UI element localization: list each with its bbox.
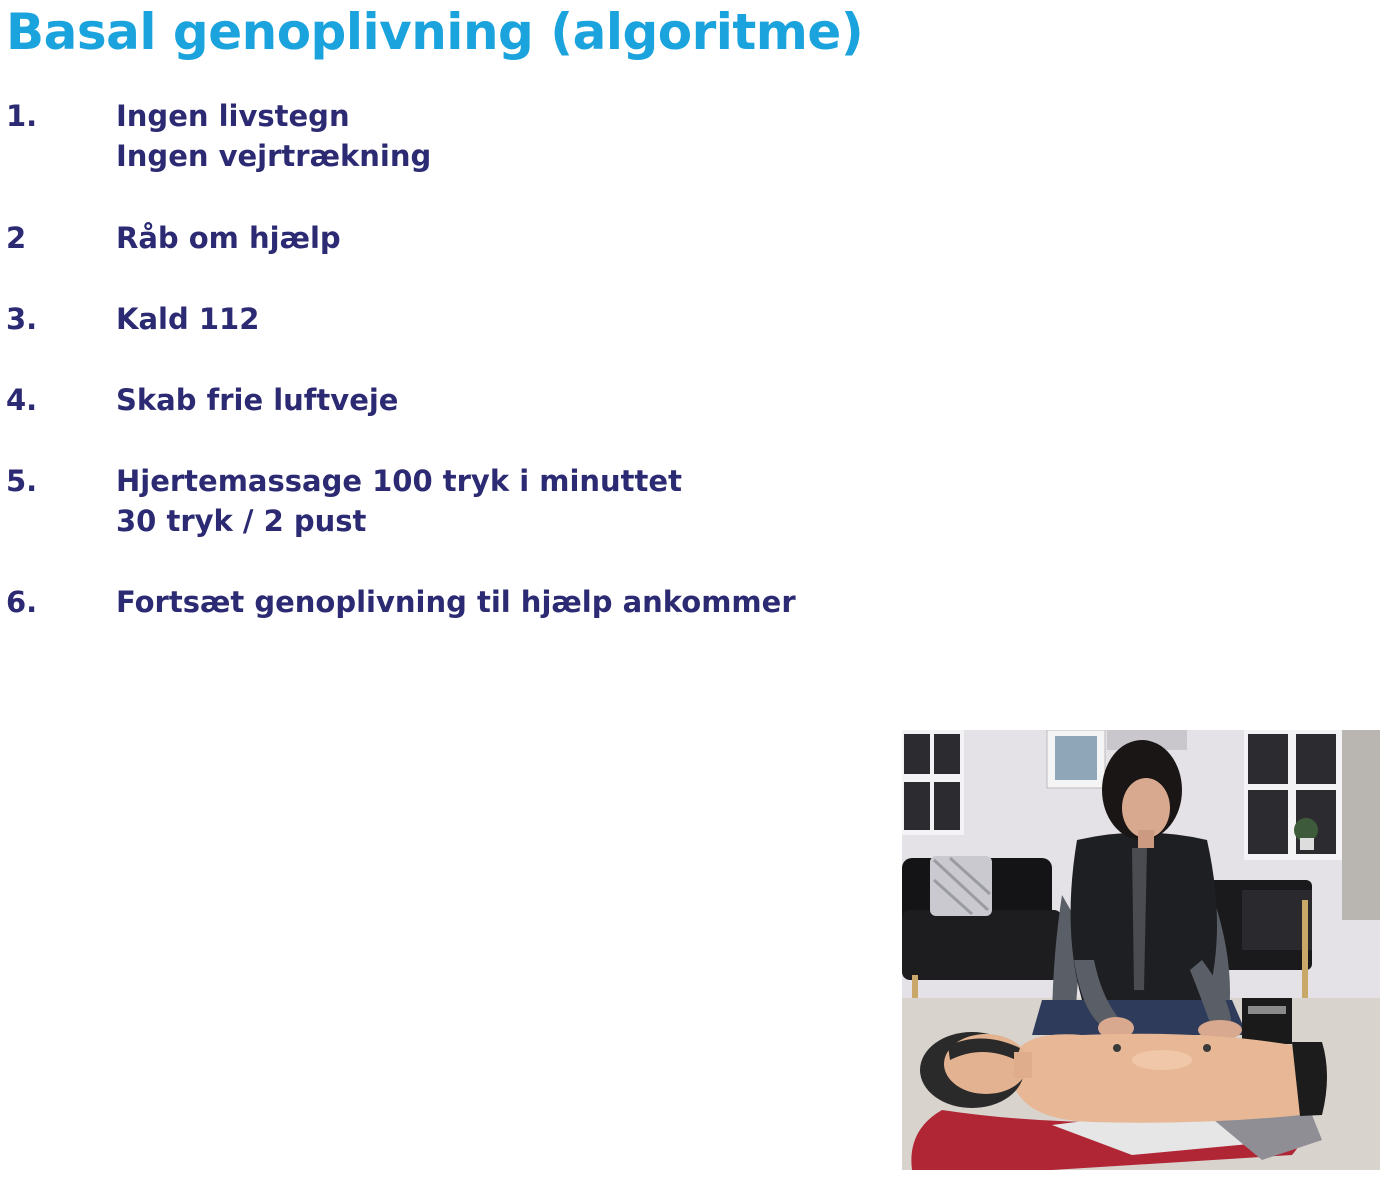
cpr-training-photo [902,730,1380,1170]
step-number: 6. [6,585,38,619]
step-text: Råb om hjælp [116,221,341,255]
step-text: Ingen livstegn [116,99,350,133]
step-text: 30 tryk / 2 pust [116,504,367,538]
step-text: Fortsæt genoplivning til hjælp ankommer [116,585,796,619]
step-text: Kald 112 [116,302,260,336]
step-number: 5. [6,464,38,498]
step-number: 3. [6,302,38,336]
step-text: Skab frie luftveje [116,383,399,417]
step-number: 2 [6,221,27,255]
page-title: Basal genoplivning (algoritme) [6,3,864,61]
step-text: Hjertemassage 100 tryk i minuttet [116,464,682,498]
step-text: Ingen vejrtrækning [116,139,432,173]
step-number: 1. [6,99,38,133]
step-number: 4. [6,383,38,417]
